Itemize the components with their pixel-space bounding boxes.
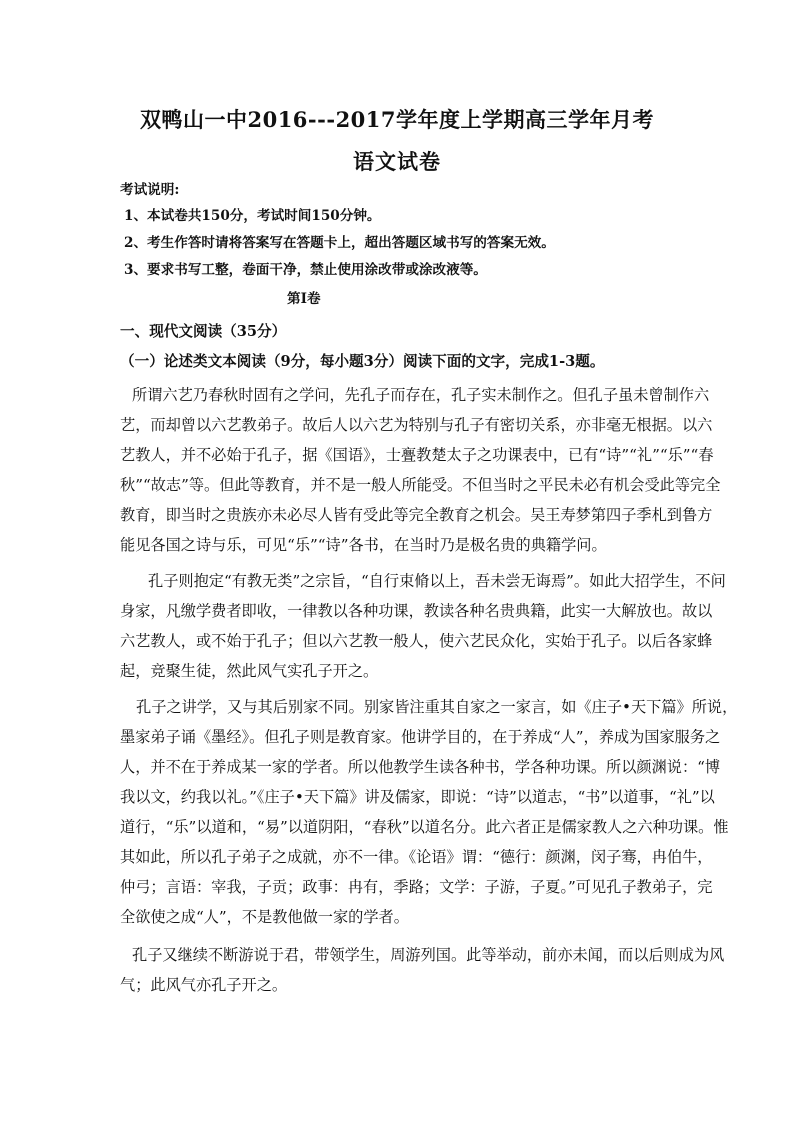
exam-title: 双鸭山一中2016---2017学年度上学期高三学年月考: [139, 107, 655, 132]
paragraph-line: 人，并不在于养成某一家的学者。所以他教学生读各种书，学各种功课。所以颜渊说：“博: [120, 758, 721, 776]
volume-label: 第Ⅰ卷: [287, 291, 321, 307]
instruction-item: 1、本试卷共150分，考试时间150分钟。: [124, 208, 381, 224]
paragraph-line: 道行，“乐”以道和，“易”以道阴阳，“春秋”以道名分。此六者正是儒家教人之六种功课。惟: [120, 818, 729, 836]
paragraph-line: 气；此风气亦孔子开之。: [120, 976, 288, 994]
passage-paragraph: [120, 380, 721, 560]
paragraph-line: 艺，而却曾以六艺教弟子。故后人以六艺为特别与孔子有密切关系，亦非毫无根据。以六: [120, 416, 713, 434]
paragraph-line: 全欲使之成“人”，不是教他做一家的学者。: [120, 908, 409, 926]
paragraph-line: 六艺教人，或不始于孔子；但以六艺教一般人，使六艺民众化，实始于孔子。以后各家蜂: [120, 632, 713, 650]
paragraph-line: 其如此，所以孔子弟子之成就，亦不一律。《论语》谓：“德行：颜渊，闵子骞，冉伯牛，: [120, 848, 713, 866]
instruction-item: 3、要求书写工整，卷面干净，禁止使用涂改带或涂改液等。: [124, 262, 487, 278]
paragraph-line: 孔子又继续不断游说于君，带领学生，周游列国。此等举动，前亦未闻，而以后则成为风: [132, 946, 725, 964]
paragraph-line: 孔子则抱定“有教无类”之宗旨，“自行束脩以上，吾未尝无诲焉”。如此大招学生，不问: [148, 572, 726, 590]
paragraph-line: 教育，即当时之贵族亦未必尽人皆有受此等完全教育之机会。吴王寿梦第四子季札到鲁方: [120, 506, 713, 524]
passage-paragraph: [120, 940, 725, 1000]
paragraph-line: 我以文，约我以礼。”《庄子•天下篇》讲及儒家，即说：“诗”以道志，“书”以道事，“礼”以: [120, 788, 715, 806]
paragraph-line: 艺教人，并不必始于孔子，据《国语》，士亹教楚太子之功课表中，已有“诗”“礼”“乐”“春: [120, 446, 714, 464]
paragraph-line: 秋”“故志”等。但此等教育，并不是一般人所能受。不但当时之平民未必有机会受此等完全: [120, 476, 721, 494]
paragraph-line: 身家，凡缴学费者即收，一律教以各种功课，教读各种名贵典籍，此实一大解放也。故以: [120, 602, 713, 620]
exam-subtitle: 语文试卷: [353, 149, 441, 174]
paragraph-line: 所谓六艺乃春秋时固有之学问，先孔子而存在，孔子实未制作之。但孔子虽未曾制作六: [132, 386, 710, 404]
paragraph-line: 起，竞聚生徒，然此风气实孔子开之。: [120, 662, 379, 680]
passage-paragraph: [120, 566, 726, 686]
section-heading: 一、现代文阅读（35分）: [120, 323, 287, 340]
paragraph-line: 墨家弟子诵《墨经》。但孔子则是教育家。他讲学目的，在于养成“人”，养成为国家服务之: [120, 728, 721, 746]
instructions-heading: 考试说明:: [120, 182, 180, 198]
instruction-item: 2、考生作答时请将答案写在答题卡上，超出答题区域书写的答案无效。: [124, 235, 555, 251]
paragraph-line: 能见各国之诗与乐，可见“乐”“诗”各书，在当时乃是极名贵的典籍学问。: [120, 536, 607, 554]
paragraph-line: 孔子之讲学，又与其后别家不同。别家皆注重其自家之一家言，如《庄子•天下篇》所说，: [136, 698, 738, 716]
passage-paragraph: [120, 692, 738, 932]
section-subheading: （一）论述类文本阅读（9分，每小题3分）阅读下面的文字，完成1-3题。: [120, 353, 605, 370]
paragraph-line: 仲弓；言语：宰我，子贡；政事：冉有，季路；文学：子游，子夏。”可见孔子教弟子，完: [120, 878, 713, 896]
